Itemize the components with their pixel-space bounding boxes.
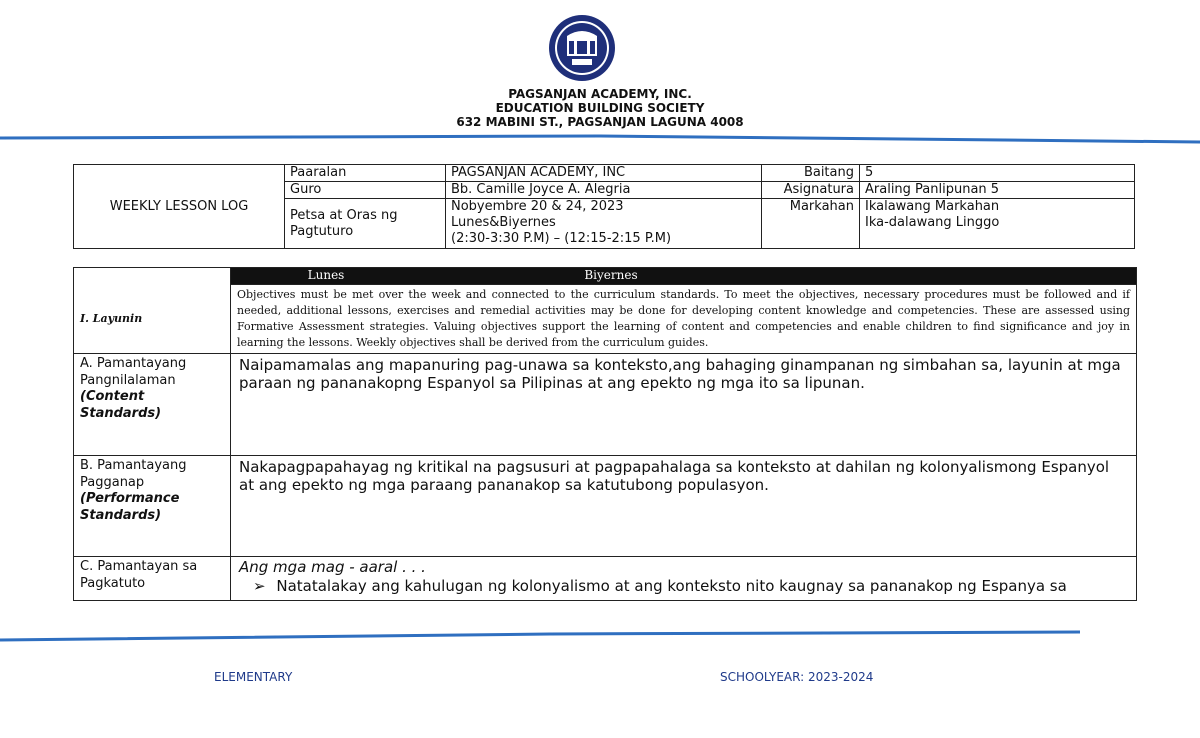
- date-line-2: Lunes&Biyernes: [451, 215, 556, 230]
- subject-label: Asignatura: [762, 182, 860, 199]
- school-society: EDUCATION BUILDING SOCIETY: [495, 101, 705, 115]
- school-seal-logo: [548, 14, 616, 82]
- performance-standards-sub: (Performance Standards): [80, 491, 180, 523]
- grade-label: Baitang: [762, 165, 860, 182]
- content-standards-label-cell: [74, 354, 231, 456]
- performance-standards-label-cell: [74, 456, 231, 557]
- date-line-3: (2:30-3:30 P.M) – (12:15-2:15 P.M): [451, 231, 672, 246]
- date-line-1: Nobyembre 20 & 24, 2023: [451, 199, 624, 214]
- top-divider-line: [0, 128, 1200, 148]
- learning-item: [239, 577, 1128, 596]
- learning-competencies-label: C. Pamantayan sa Pagkatuto: [74, 557, 231, 601]
- teacher-value: Bb. Camille Joyce A. Alegria: [446, 182, 762, 199]
- lesson-log-table: [73, 267, 1137, 601]
- performance-standards-text: Nakapagpapahayag ng kritikal na pagsusuri at pagpapahalaga sa konteksto at dahilan ng kolonyalismong Espanyol at ang epekto ng mga paraang pananakop sa katutubong populasyon.: [231, 456, 1137, 557]
- learning-competencies-cell: [231, 557, 1137, 601]
- quarter-text: Ikalawang Markahan: [865, 199, 1000, 214]
- footer-schoolyear: SCHOOLYEAR: 2023-2024: [720, 670, 874, 684]
- content-standards-label: A. Pamantayang Pangnilalaman: [80, 356, 187, 388]
- log-title: WEEKLY LESSON LOG: [74, 165, 285, 249]
- school-name: PAGSANJAN ACADEMY, INC.: [508, 87, 692, 101]
- performance-standards-label: B. Pamantayang Pagganap: [80, 458, 187, 490]
- teacher-label: Guro: [285, 182, 446, 199]
- quarter-value: [860, 199, 1135, 249]
- quarter-label: Markahan: [762, 199, 860, 249]
- objectives-text: Objectives must be met over the week and connected to the curriculum standards. To meet the objectives, necessary procedures must be followed and if needed, additional lessons, exercises and remedial activities may be done for developing content knowledge and competencies. These are assessed using Formative Assessment strategies. Valuing objectives support the learning of content and competencies and enable children to find significance and joy in learning the lessons. Weekly objectives shall be derived from the curriculum guides.: [231, 285, 1137, 354]
- school-header: [300, 87, 900, 129]
- day-biyernes: Biyernes: [584, 268, 638, 282]
- footer-level: ELEMENTARY: [214, 670, 293, 684]
- subject-value: Araling Panlipunan 5: [860, 182, 1135, 199]
- day-header-row: [74, 268, 1137, 285]
- school-address: 632 MABINI ST., PAGSANJAN LAGUNA 4008: [456, 115, 744, 129]
- date-value: [446, 199, 762, 249]
- date-label: Petsa at Oras ng Pagtuturo: [285, 199, 446, 249]
- school-label: Paaralan: [285, 165, 446, 182]
- grade-value: 5: [860, 165, 1135, 182]
- day-lunes: Lunes: [307, 268, 345, 282]
- objectives-row: [74, 285, 1137, 354]
- learning-competencies-row: [74, 557, 1137, 601]
- header-blank-cell: [74, 268, 231, 285]
- content-standards-row: [74, 354, 1137, 456]
- lesson-info-table: [73, 164, 1135, 249]
- school-value: PAGSANJAN ACADEMY, INC: [446, 165, 762, 182]
- week-text: Ika-dalawang Linggo: [865, 215, 1000, 230]
- day-header-cell: [231, 268, 1137, 285]
- bullet-arrow-icon: ➢: [253, 577, 266, 595]
- learning-item-text: Natatalakay ang kahulugan ng kolonyalismo at ang konteksto nito kaugnay sa pananakop ng Espanya sa: [276, 577, 1067, 595]
- performance-standards-row: [74, 456, 1137, 557]
- bottom-divider-line: [0, 628, 1200, 648]
- content-standards-sub: (Content Standards): [80, 389, 162, 421]
- content-standards-text: Naipamamalas ang mapanuring pag-unawa sa konteksto,ang bahaging ginampanan ng simbahan sa, layunin at mga paraan ng pananakopng Espanyol sa Pilipinas at ang epekto ng mga ito sa lipunan.: [231, 354, 1137, 456]
- learning-intro: Ang mga mag - aaral . . .: [239, 558, 426, 576]
- objectives-label: I. Layunin: [74, 285, 231, 354]
